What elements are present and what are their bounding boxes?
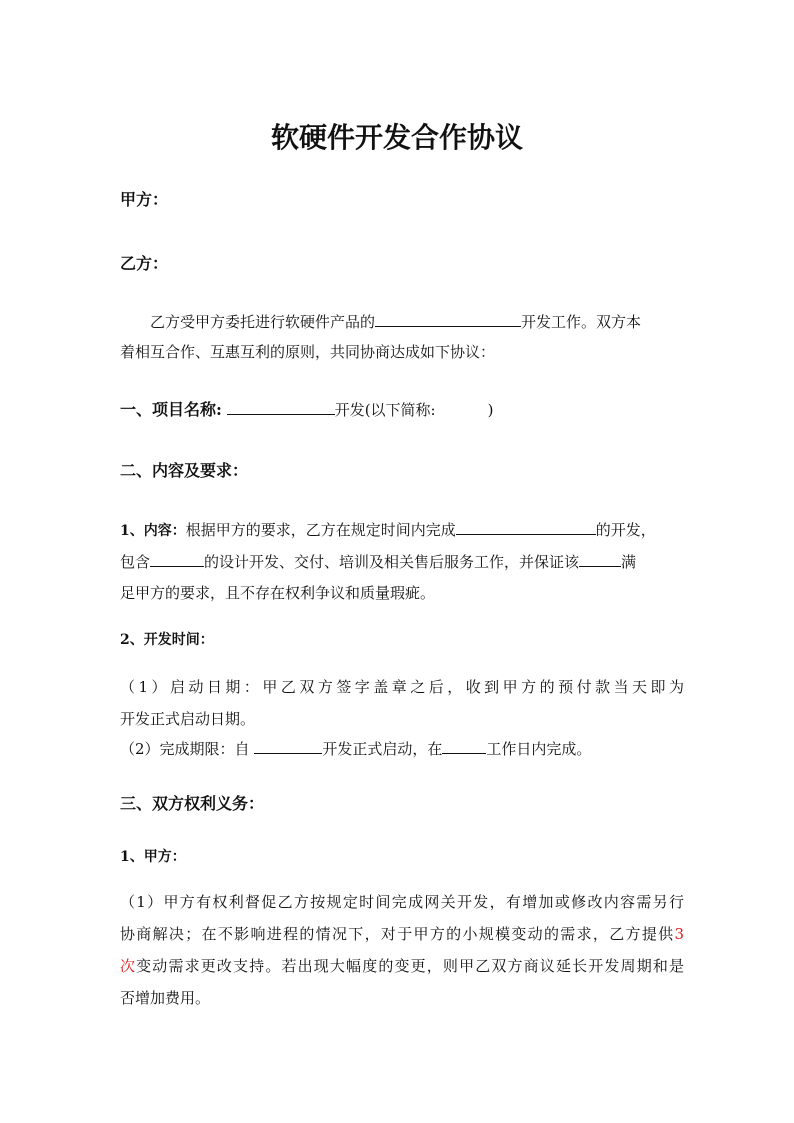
project-name-blank[interactable] bbox=[227, 399, 335, 415]
highlight-text: 次 bbox=[120, 957, 137, 975]
section2-heading: 二、内容及要求： bbox=[120, 461, 249, 480]
a1-line-3 bbox=[120, 956, 684, 976]
content-blank-1[interactable] bbox=[456, 519, 596, 535]
party-b-label: 乙方： bbox=[120, 254, 169, 273]
content-text: 包含 bbox=[120, 553, 151, 571]
party-a-rights-label: 1、甲方： bbox=[120, 849, 186, 865]
content-line-3: 足甲方的要求，且不存在权利争议和质量瑕疵。 bbox=[120, 584, 436, 602]
content-line-1 bbox=[120, 519, 684, 541]
a1-text: 协商解决；在不影响进程的情况下，对于甲方的小规模变动的需求，乙方提供 bbox=[120, 925, 675, 943]
content-text: 满 bbox=[621, 553, 637, 571]
section1-close: ) bbox=[487, 401, 494, 419]
time-1-line-2: 开发正式启动日期。 bbox=[120, 710, 256, 728]
content-line-2 bbox=[120, 551, 684, 572]
start-date-blank[interactable] bbox=[254, 738, 322, 754]
intro-line-2: 着相互合作、互惠互利的原则，共同协商达成如下协议： bbox=[120, 343, 496, 361]
time-2-line bbox=[120, 738, 684, 759]
content-blank-3[interactable] bbox=[579, 551, 621, 567]
work-days-blank[interactable] bbox=[442, 738, 486, 754]
time-text: （2）完成期限：自 bbox=[120, 740, 255, 758]
intro-line-1 bbox=[120, 311, 684, 332]
intro-text: 乙方受甲方委托进行软硬件产品的 bbox=[150, 313, 376, 331]
dev-time-label: 2、开发时间： bbox=[120, 632, 214, 648]
section3-heading: 三、双方权利义务： bbox=[120, 794, 265, 813]
section1-line bbox=[120, 399, 684, 420]
content-text: 的设计开发、交付、培训及相关售后服务工作，并保证该 bbox=[204, 553, 580, 571]
a1-text: 变动需求更改支持。若出现大幅度的变更，则甲乙双方商议延长开发周期和是 bbox=[136, 957, 684, 975]
content-label: 1、内容： bbox=[120, 523, 186, 539]
product-name-blank[interactable] bbox=[375, 311, 521, 327]
content-blank-2[interactable] bbox=[150, 551, 204, 567]
time-1-line-1: （1）启动日期：甲乙双方签字盖章之后，收到甲方的预付款当天即为 bbox=[120, 678, 684, 696]
section1-heading: 一、项目名称: bbox=[120, 400, 222, 419]
content-text: 根据甲方的要求，乙方在规定时间内完成 bbox=[185, 521, 456, 539]
time-text: 开发正式启动，在 bbox=[322, 740, 443, 758]
intro-text: 开发工作。双方本 bbox=[521, 313, 642, 331]
document-title: 软硬件开发合作协议 bbox=[270, 121, 523, 154]
a1-line-2 bbox=[120, 924, 684, 944]
time-text: 工作日内完成。 bbox=[486, 740, 592, 758]
highlight-number: 3 bbox=[674, 925, 684, 943]
party-a-label: 甲方： bbox=[120, 190, 169, 209]
content-text: 的开发， bbox=[595, 521, 656, 539]
a1-line-4: 否增加费用。 bbox=[120, 989, 211, 1007]
section1-suffix: 开发(以下简称: bbox=[334, 401, 436, 419]
a1-line-1: （1）甲方有权利督促乙方按规定时间完成网关开发，有增加或修改内容需另行 bbox=[120, 893, 684, 911]
